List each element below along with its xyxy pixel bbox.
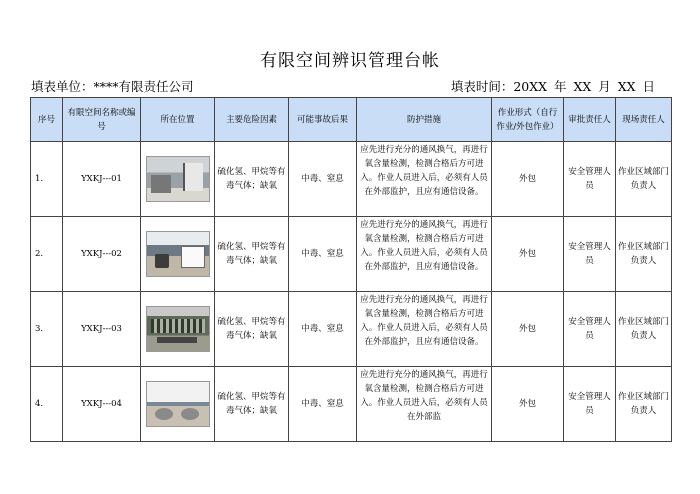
site-photo-icon	[146, 231, 210, 277]
row-index: 1.	[31, 142, 63, 217]
row-index: 4.	[31, 367, 63, 442]
row-approver: 安全管理人员	[564, 292, 616, 367]
col-header-work-type: 作业形式（自行作业/外包作业）	[492, 98, 564, 142]
col-header-onsite: 现场责任人	[616, 98, 672, 142]
col-header-index: 序号	[31, 98, 63, 142]
row-onsite: 作业区域部门负责人	[616, 367, 672, 442]
row-measures-text: 应先进行充分的通风换气，再进行氧含量检测，检测合格后方可进入。作业人员进入后，必须有人员在外部监护，且应有通信设备。	[360, 145, 488, 197]
row-measures	[357, 217, 492, 292]
fill-unit-label: 填表单位：****有限责任公司	[31, 79, 194, 94]
row-onsite: 作业区域部门负责人	[616, 142, 672, 217]
site-photo-icon	[146, 306, 210, 352]
row-location	[141, 292, 215, 367]
row-location	[141, 367, 215, 442]
row-work-type: 外包	[492, 367, 564, 442]
row-index: 3.	[31, 292, 63, 367]
col-header-consequence: 可能事故后果	[289, 98, 357, 142]
row-code: YXKJ---01	[63, 142, 141, 217]
site-photo-icon	[146, 156, 210, 202]
col-header-hazards: 主要危险因素	[215, 98, 289, 142]
row-index: 2.	[31, 217, 63, 292]
table-row	[31, 367, 672, 442]
row-measures	[357, 292, 492, 367]
col-header-location: 所在位置	[141, 98, 215, 142]
row-measures	[357, 367, 492, 442]
row-code: YXKJ---02	[63, 217, 141, 292]
row-work-type: 外包	[492, 292, 564, 367]
row-hazards: 硫化氢、甲烷等有毒气体；缺氧	[215, 217, 289, 292]
row-measures-text: 应先进行充分的通风换气，再进行氧含量检测，检测合格后方可进入。作业人员进入后，必须有人员在外部监	[360, 370, 488, 422]
col-header-approver: 审批责任人	[564, 98, 616, 142]
row-measures-text: 应先进行充分的通风换气，再进行氧含量检测，检测合格后方可进入。作业人员进入后，必须有人员在外部监护，且应有通信设备。	[360, 220, 488, 272]
fill-time-label: 填表时间：20XX 年 XX 月 XX 日	[450, 79, 655, 94]
header-row	[31, 98, 672, 142]
row-work-type: 外包	[492, 142, 564, 217]
row-onsite: 作业区域部门负责人	[616, 292, 672, 367]
row-location	[141, 217, 215, 292]
site-photo-icon	[146, 381, 210, 427]
row-hazards: 硫化氢、甲烷等有毒气体；缺氧	[215, 142, 289, 217]
row-measures	[357, 142, 492, 217]
ledger-table	[30, 97, 672, 442]
row-consequence: 中毒、窒息	[289, 217, 357, 292]
table-row	[31, 217, 672, 292]
row-consequence: 中毒、窒息	[289, 292, 357, 367]
row-onsite: 作业区域部门负责人	[616, 217, 672, 292]
col-header-measures: 防护措施	[357, 98, 492, 142]
row-consequence: 中毒、窒息	[289, 367, 357, 442]
row-measures-text: 应先进行充分的通风换气，再进行氧含量检测，检测合格后方可进入。作业人员进入后，必须有人员在外部监护，且应有通信设备。	[360, 295, 488, 347]
row-code: YXKJ---04	[63, 367, 141, 442]
row-location	[141, 142, 215, 217]
table-row	[31, 142, 672, 217]
col-header-code: 有限空间名称或编号	[63, 98, 141, 142]
table-row	[31, 292, 672, 367]
row-approver: 安全管理人员	[564, 367, 616, 442]
row-approver: 安全管理人员	[564, 142, 616, 217]
row-work-type: 外包	[492, 217, 564, 292]
row-code: YXKJ---03	[63, 292, 141, 367]
row-hazards: 硫化氢、甲烷等有毒气体；缺氧	[215, 292, 289, 367]
document-title: 有限空间辨识管理台帐	[260, 51, 440, 71]
row-consequence: 中毒、窒息	[289, 142, 357, 217]
row-approver: 安全管理人员	[564, 217, 616, 292]
row-hazards: 硫化氢、甲烷等有毒气体；缺氧	[215, 367, 289, 442]
